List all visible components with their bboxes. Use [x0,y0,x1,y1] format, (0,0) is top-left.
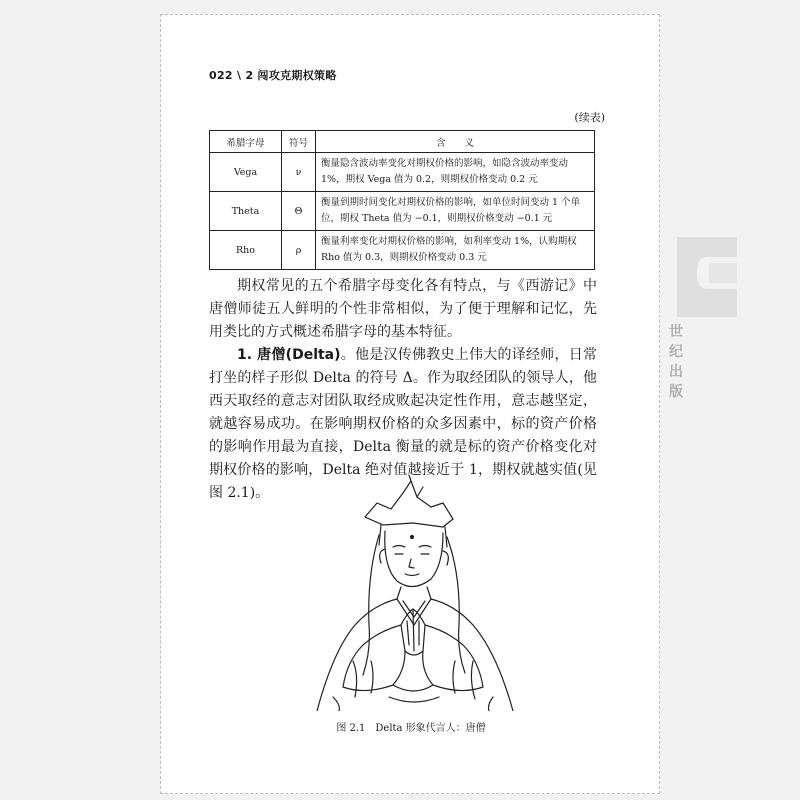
col-header-meaning: 含 义 [316,131,595,153]
letter-symbol: Θ [282,192,316,231]
intro-paragraph: 期权常见的五个希腊字母变化各有特点，与《西游记》中唐僧师徒五人鲜明的个性非常相似，为了便于理解和记忆，先用类比的方式概述希腊字母的基本特征。 [209,278,597,340]
publisher-logo-icon [669,227,745,327]
delta-text: 。他是汉传佛教史上伟大的译经师，日常打坐的样子形似 Delta 的符号 Δ。作为取经团队的领导人，他西天取经的意志对团队取经成败起决定性作用，意志越坚定，就越容易成功。在影响期权价格的众多因素中，标的资产价格的影响作用最为直接，Delta 衡量的就是标的资产价格变化对期权价格的影响，Delta 绝对值越接近于 1，期权就越实值(见图 2.1)。 [209,347,597,501]
col-header-letter: 希腊字母 [210,131,282,153]
letter-name: Theta [210,192,282,231]
monk-illustration [293,475,533,711]
delta-heading: 1. 唐僧(Delta) [237,347,341,363]
letter-meaning: 衡量到期时间变化对期权价格的影响，如单位时间变动 1 个单位，期权 Theta 值为 −0.1，则期权价格变动 −0.1 元 [316,192,595,231]
col-header-symbol: 符号 [282,131,316,153]
table-row [210,192,595,231]
table-continued-label: (续表) [574,111,605,124]
body-text [209,275,597,505]
letter-meaning: 衡量隐含波动率变化对期权价格的影响，如隐含波动率变动1%，期权 Vega 值为 0.2，则期权价格变动 0.2 元 [316,153,595,192]
figure-caption: 图 2.1 Delta 形象代言人：唐僧 [336,723,486,734]
table-row [210,231,595,270]
letter-name: Vega [210,153,282,192]
letter-name: Rho [210,231,282,270]
table-row [210,153,595,192]
table-header-row [210,131,595,153]
greek-letters-table [209,130,595,270]
running-header: 022 \ 2 闯攻克期权策略 [209,69,337,82]
letter-symbol: ρ [282,231,316,270]
letter-symbol: ν [282,153,316,192]
book-page [160,14,683,794]
watermark-text: 世纪出版 [669,324,683,400]
letter-meaning: 衡量利率变化对期权价格的影响，如利率变动 1%，认购期权 Rho 值为 0.3，则期权价格变动 0.3 元 [316,231,595,270]
